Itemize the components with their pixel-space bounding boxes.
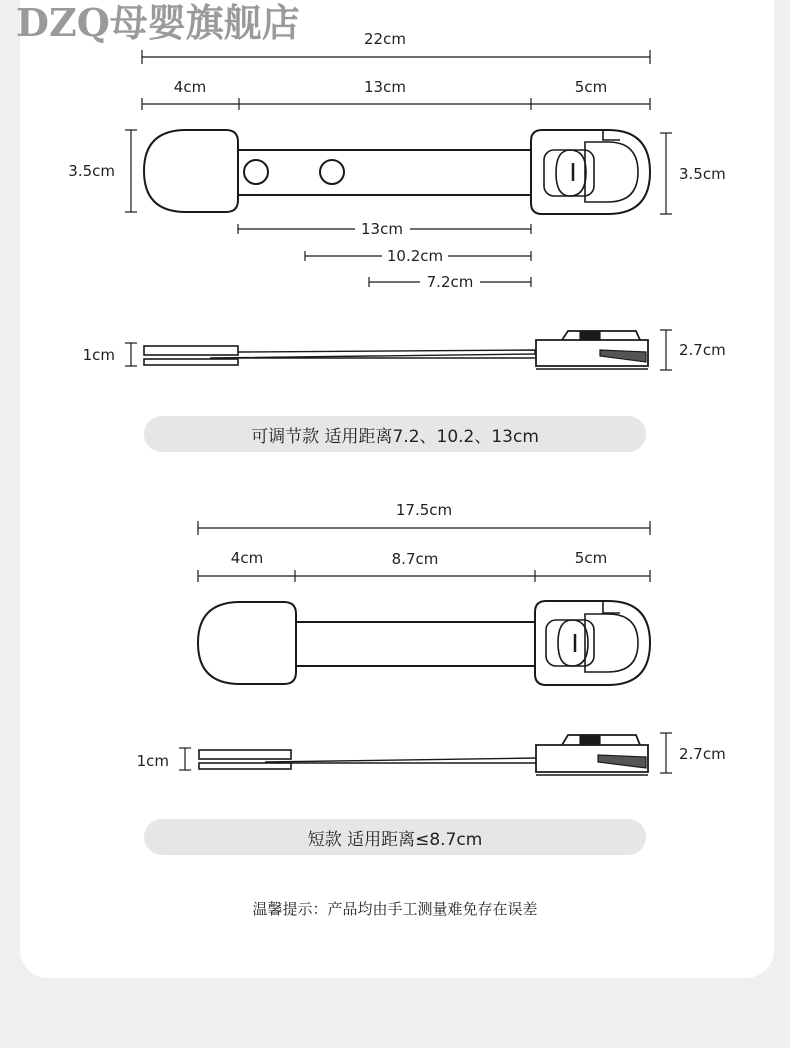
short-segment-left-label: 4cm — [230, 549, 264, 567]
adj-height-right-label: 3.5cm — [679, 165, 726, 183]
adj-segment-right-label: 5cm — [574, 78, 608, 96]
short-total-length-label: 17.5cm — [395, 501, 453, 519]
adj-total-length-label: 22cm — [364, 30, 406, 48]
adj-hole-distance-2-label: 10.2cm — [386, 247, 444, 265]
short-side-thickness-right-label: 2.7cm — [679, 745, 726, 763]
adjustable-side-view — [125, 330, 672, 370]
adjustable-caption-pill — [144, 416, 646, 452]
short-side-view — [179, 733, 672, 775]
adjustable-caption-text: 可调节款 适用距离7.2、10.2、13cm — [251, 426, 539, 447]
short-top-view — [198, 521, 650, 685]
adj-side-thickness-right-label: 2.7cm — [679, 341, 726, 359]
measurement-note: 温馨提示：产品均由手工测量难免存在误差 — [252, 900, 538, 918]
adj-side-thickness-left-label: 1cm — [82, 346, 115, 364]
short-segment-right-label: 5cm — [574, 549, 608, 567]
adj-height-left-label: 3.5cm — [68, 162, 115, 180]
adjustable-top-view — [125, 50, 672, 214]
short-caption-text: 短款 适用距离≤8.7cm — [307, 829, 483, 850]
adj-segment-middle-label: 13cm — [364, 78, 406, 96]
short-caption-pill — [144, 819, 646, 855]
short-side-thickness-left-label: 1cm — [136, 752, 169, 770]
adj-hole-distance-1-label: 13cm — [361, 220, 403, 238]
adj-segment-left-label: 4cm — [173, 78, 207, 96]
short-segment-middle-label: 8.7cm — [391, 550, 439, 568]
adj-hole-distance-3-label: 7.2cm — [426, 273, 474, 291]
store-watermark: DZQ母婴旗舰店 — [16, 0, 300, 45]
